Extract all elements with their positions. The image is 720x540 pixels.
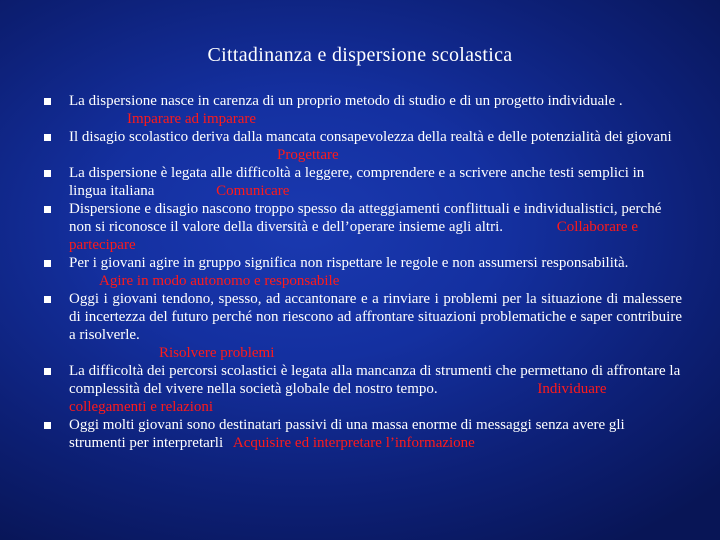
square-bullet-icon [44,296,51,303]
competence-label: Agire in modo autonomo e responsabile [99,273,340,289]
square-bullet-icon [44,422,51,429]
competence-label: Risolvere problemi [159,345,275,361]
square-bullet-icon [44,170,51,177]
list-item [42,128,682,164]
list-item [42,92,682,128]
list-item [42,254,682,290]
list-item [42,290,682,362]
square-bullet-icon [44,368,51,375]
slide-title: Cittadinanza e dispersione scolastica [207,44,513,66]
list-item [42,164,682,200]
competence-label: Comunicare [216,183,290,199]
list-item [42,416,682,452]
competence-label: Individuare collegamenti e relazioni [69,381,607,415]
item-text: La difficoltà dei percorsi scolastici è legata alla mancanza di strumenti che permettano di affrontare la complessità del vivere nella società globale del nostro tempo. [69,363,681,397]
item-text: Oggi molti giovani sono destinatari passivi di una massa enorme di messaggi senza avere gli strumenti per interpretarli [69,417,625,451]
item-text: Dispersione e disagio nascono troppo spesso da atteggiamenti conflittuali e individualistici, perché non si riconosce il valore della diversità e dell’operare insieme agli altri. [69,201,662,235]
item-text: La dispersione nasce in carenza di un proprio metodo di studio e di un progetto individuale . [69,93,623,109]
competence-label: Acquisire ed interpretare l’informazione [232,435,475,451]
square-bullet-icon [44,98,51,105]
bullet-list [42,92,682,452]
square-bullet-icon [44,134,51,141]
list-item [42,200,682,254]
item-text: La dispersione è legata alle difficoltà a leggere, comprendere e a scrivere anche testi semplici in lingua italiana [69,165,645,199]
competence-label: Progettare [277,147,339,163]
item-text: Per i giovani agire in gruppo significa non rispettare le regole e non assumersi responsabilità. [69,255,629,271]
square-bullet-icon [44,206,51,213]
item-text: Il disagio scolastico deriva dalla mancata consapevolezza della realtà e delle potenzialità dei giovani [69,129,672,145]
square-bullet-icon [44,260,51,267]
item-text: Oggi i giovani tendono, spesso, ad accantonare e a rinviare i problemi per la situazione di malessere di incertezza del futuro perché non riescono ad affrontare situazioni problematiche e saper contribuire a risolverle. [69,291,682,343]
list-item [42,362,682,416]
competence-label: Imparare ad imparare [127,111,257,127]
competence-label: Collaborare e partecipare [69,219,638,253]
